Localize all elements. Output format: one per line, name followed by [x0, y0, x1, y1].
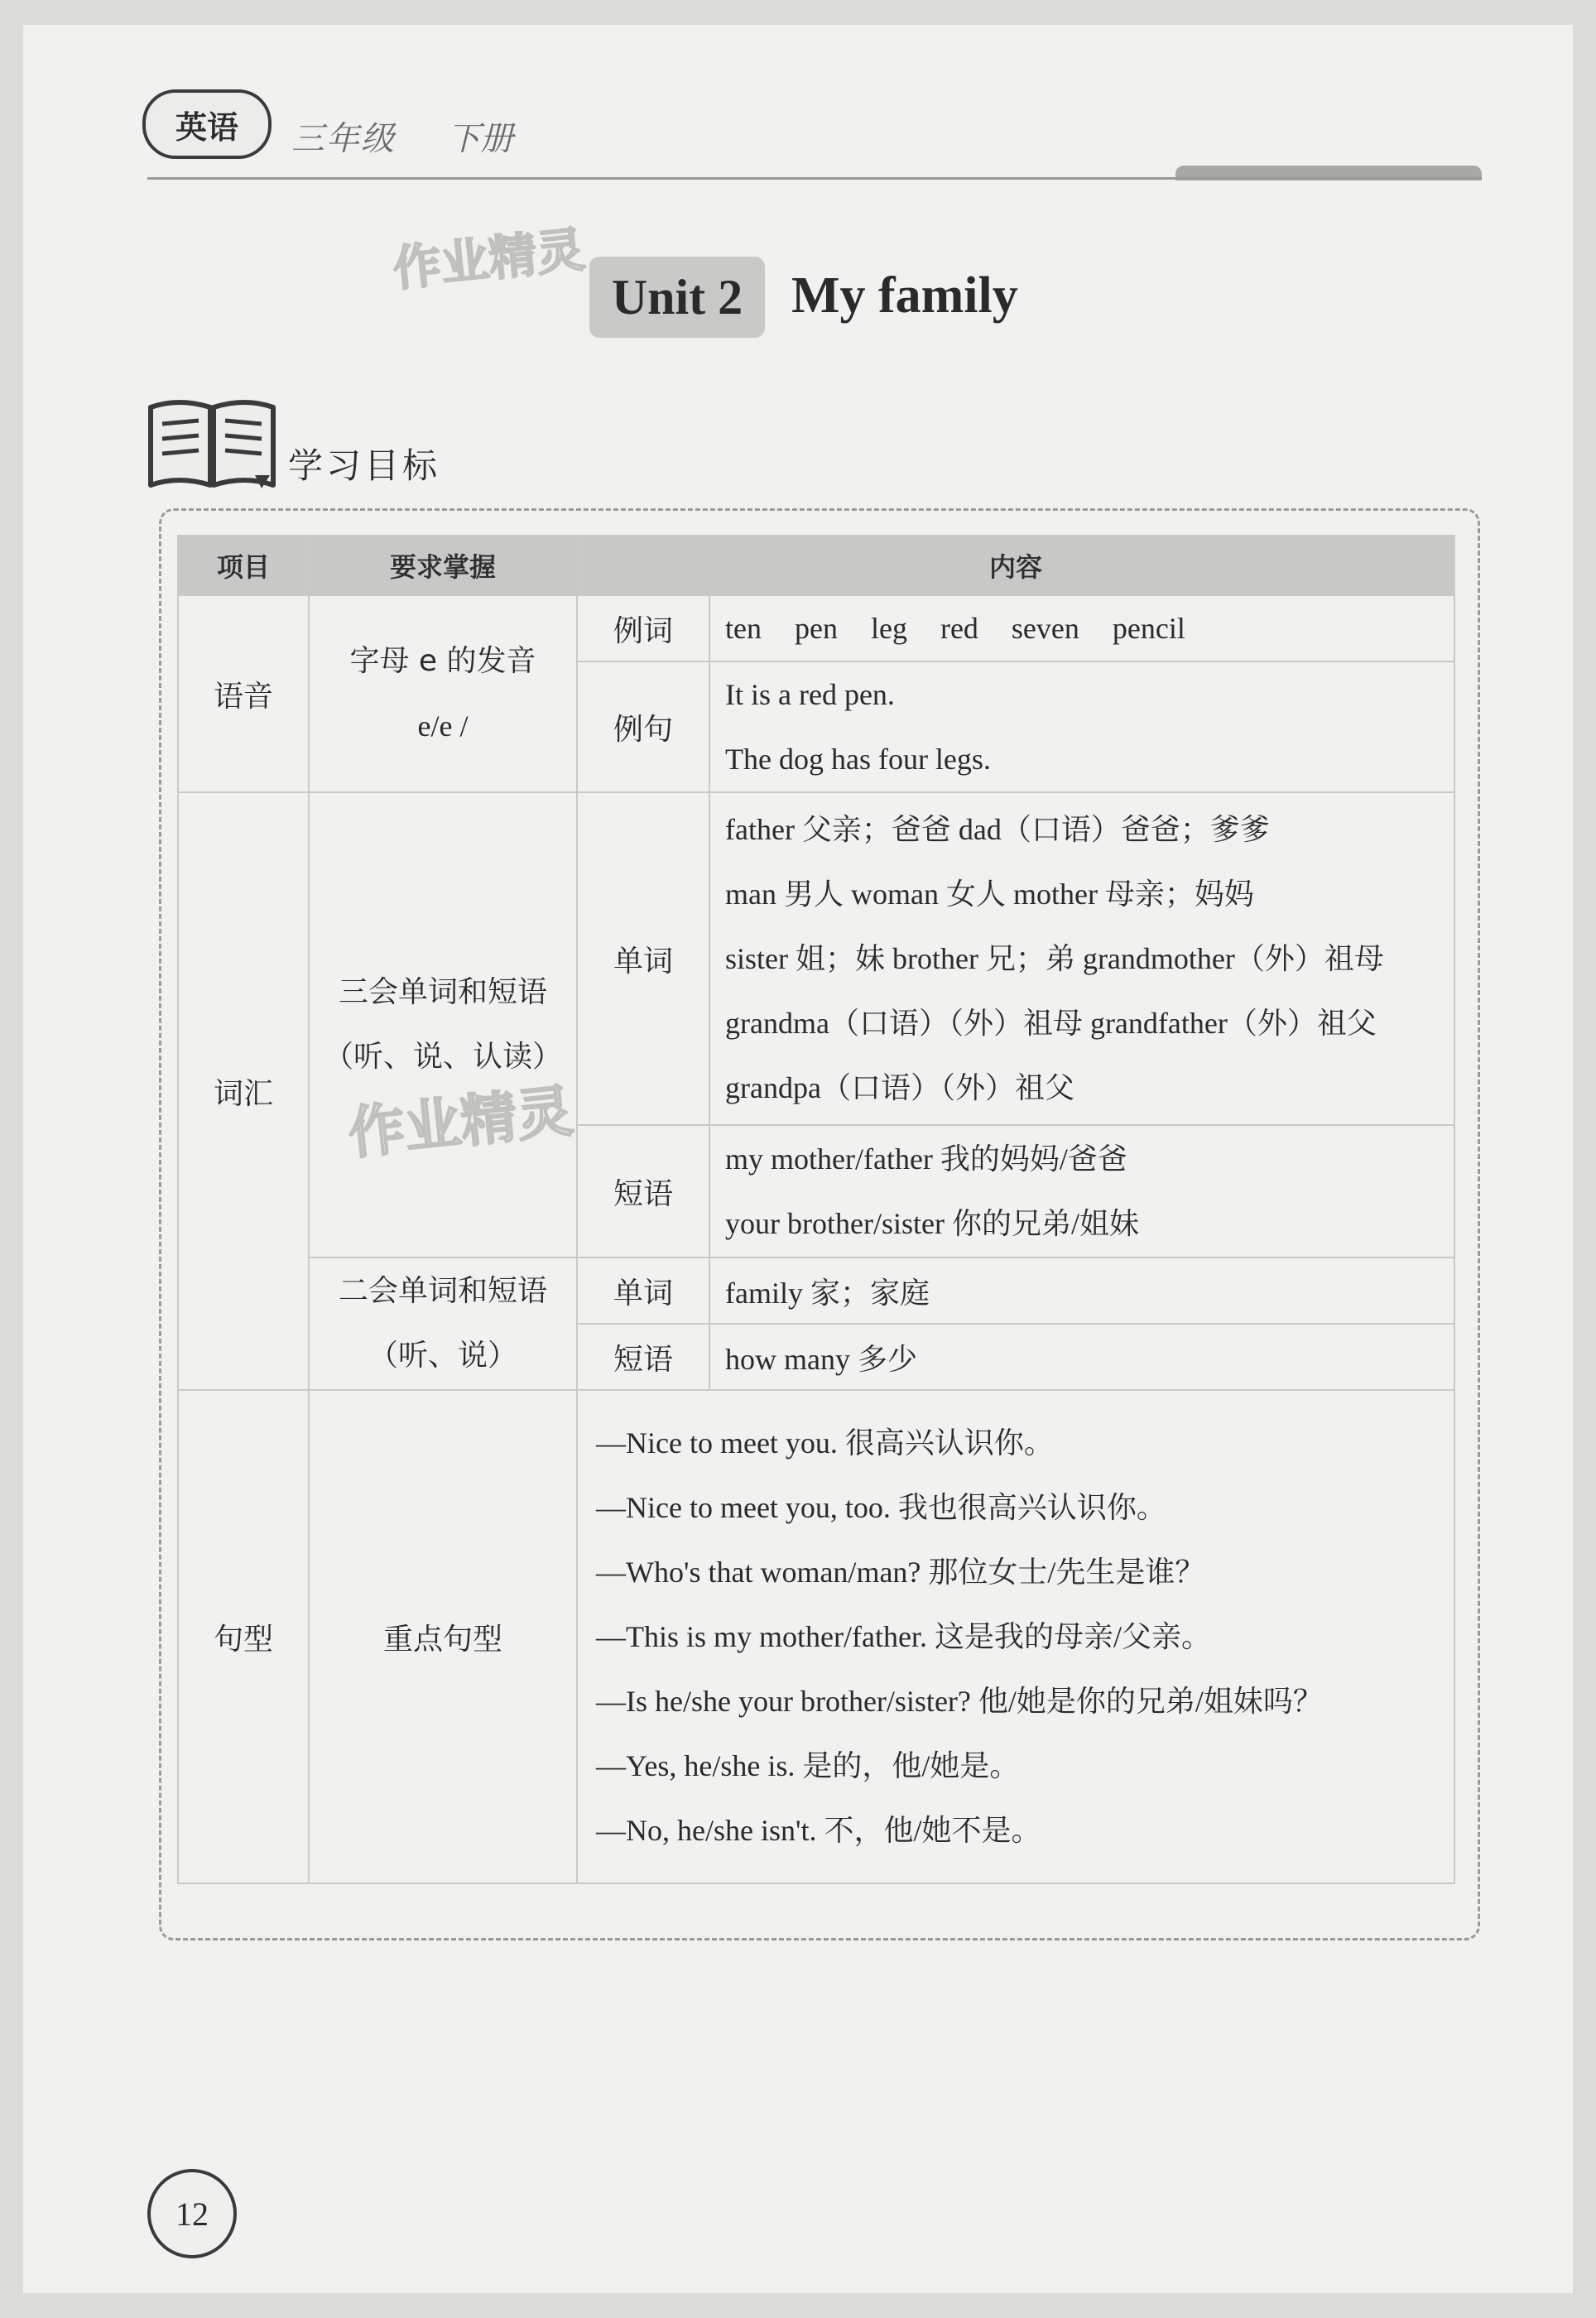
vocab-level3-words [709, 792, 1454, 1125]
sentences-category: 句型 [178, 1390, 309, 1883]
vocab-level2-phrases: how many 多少 [709, 1324, 1454, 1390]
example-word: pencil [1112, 612, 1185, 645]
example-sentences [709, 661, 1454, 792]
key-sentence: —This is my mother/father. 这是我的母亲/父亲。 [596, 1620, 1211, 1653]
phonics-requirement-line1: 字母 e 的发音 [349, 644, 536, 678]
vocabulary-category: 词汇 [178, 792, 309, 1390]
unit-number: Unit 2 [589, 257, 765, 338]
vocab-level3-words-label: 单词 [577, 792, 709, 1125]
vocab-word-line: grandpa（口语）（外）祖父 [725, 1071, 1074, 1104]
grade-label: 三年级 [291, 120, 396, 158]
example-words-label: 例词 [577, 595, 709, 661]
vocab-level3-phrases [709, 1125, 1454, 1258]
vocab-level2-line2: （听、说） [368, 1339, 517, 1373]
table-row [178, 1258, 1454, 1324]
phonics-requirement-line2: e/e / [417, 709, 469, 743]
watermark-table: 作业精灵 [345, 1078, 577, 1167]
vocab-word-line: grandma（口语）（外）祖母 grandfather（外）祖父 [725, 1007, 1377, 1040]
vocab-level2-requirement [309, 1258, 577, 1390]
page-number-circle [147, 2169, 237, 2258]
page-number: 12 [175, 2195, 209, 2233]
table-row [178, 792, 1454, 1125]
vocab-level3-phrases-label: 短语 [577, 1125, 709, 1258]
key-sentence: —Who's that woman/man? 那位女士/先生是谁？ [596, 1556, 1205, 1589]
key-sentence: —No, he/she isn't. 不，他/她不是。 [596, 1814, 1041, 1847]
table-row [178, 1390, 1454, 1883]
vocab-phrase-line: my mother/father 我的妈妈/爸爸 [725, 1142, 1127, 1176]
vocab-level3-requirement [309, 792, 577, 1258]
header-divider [147, 177, 1482, 180]
example-word: ten [725, 612, 762, 645]
section-title: 学习目标 [288, 445, 441, 486]
table-row [178, 595, 1454, 661]
phonics-category: 语音 [178, 595, 309, 792]
vocab-level2-phrases-label: 短语 [577, 1324, 709, 1390]
example-sentences-label: 例句 [577, 661, 709, 792]
vocab-word-line: man 男人 woman 女人 mother 母亲；妈妈 [725, 878, 1254, 911]
example-word: leg [870, 612, 907, 645]
key-sentence: —Yes, he/she is. 是的，他/她是。 [596, 1749, 1020, 1782]
vocab-level2-words: family 家；家庭 [709, 1258, 1454, 1324]
example-sentence: The dog has four legs. [725, 743, 991, 776]
example-words [709, 595, 1454, 661]
vocab-phrase-line: your brother/sister 你的兄弟/姐妹 [725, 1207, 1139, 1240]
header-category: 项目 [178, 536, 309, 595]
unit-title: My family [791, 267, 1018, 324]
sentences-requirement: 重点句型 [309, 1390, 577, 1883]
example-word: seven [1011, 612, 1079, 645]
key-sentence: —Nice to meet you, too. 我也很高兴认识你。 [596, 1491, 1166, 1524]
header-content: 内容 [577, 536, 1454, 595]
key-sentence: —Is he/she your brother/sister? 他/她是你的兄弟/姐妹吗？ [596, 1685, 1323, 1718]
example-word: red [940, 612, 978, 645]
key-sentences [577, 1390, 1454, 1883]
example-sentence: It is a red pen. [725, 678, 895, 711]
volume-label: 下册 [447, 120, 513, 158]
phonics-requirement [309, 595, 577, 792]
objectives-table [177, 535, 1455, 1884]
header-requirement: 要求掌握 [309, 536, 577, 595]
vocab-level3-line1: 三会单词和短语 [338, 975, 547, 1009]
example-word: pen [794, 612, 838, 645]
table-header-row [178, 536, 1454, 595]
watermark-top: 作业精灵 [390, 221, 588, 297]
subject-badge: 英语 [142, 89, 272, 159]
vocab-level2-words-label: 单词 [577, 1258, 709, 1324]
key-sentence: —Nice to meet you. 很高兴认识你。 [596, 1426, 1054, 1460]
vocab-word-line: sister 姐；妹 brother 兄；弟 grandmother（外）祖母 [725, 942, 1384, 975]
open-book-icon [146, 396, 278, 493]
vocab-level2-line1: 二会单词和短语 [338, 1274, 547, 1308]
vocab-word-line: father 父亲；爸爸 dad（口语）爸爸；爹爹 [725, 813, 1270, 846]
vocab-level3-line2: （听、说、认读） [323, 1040, 562, 1074]
